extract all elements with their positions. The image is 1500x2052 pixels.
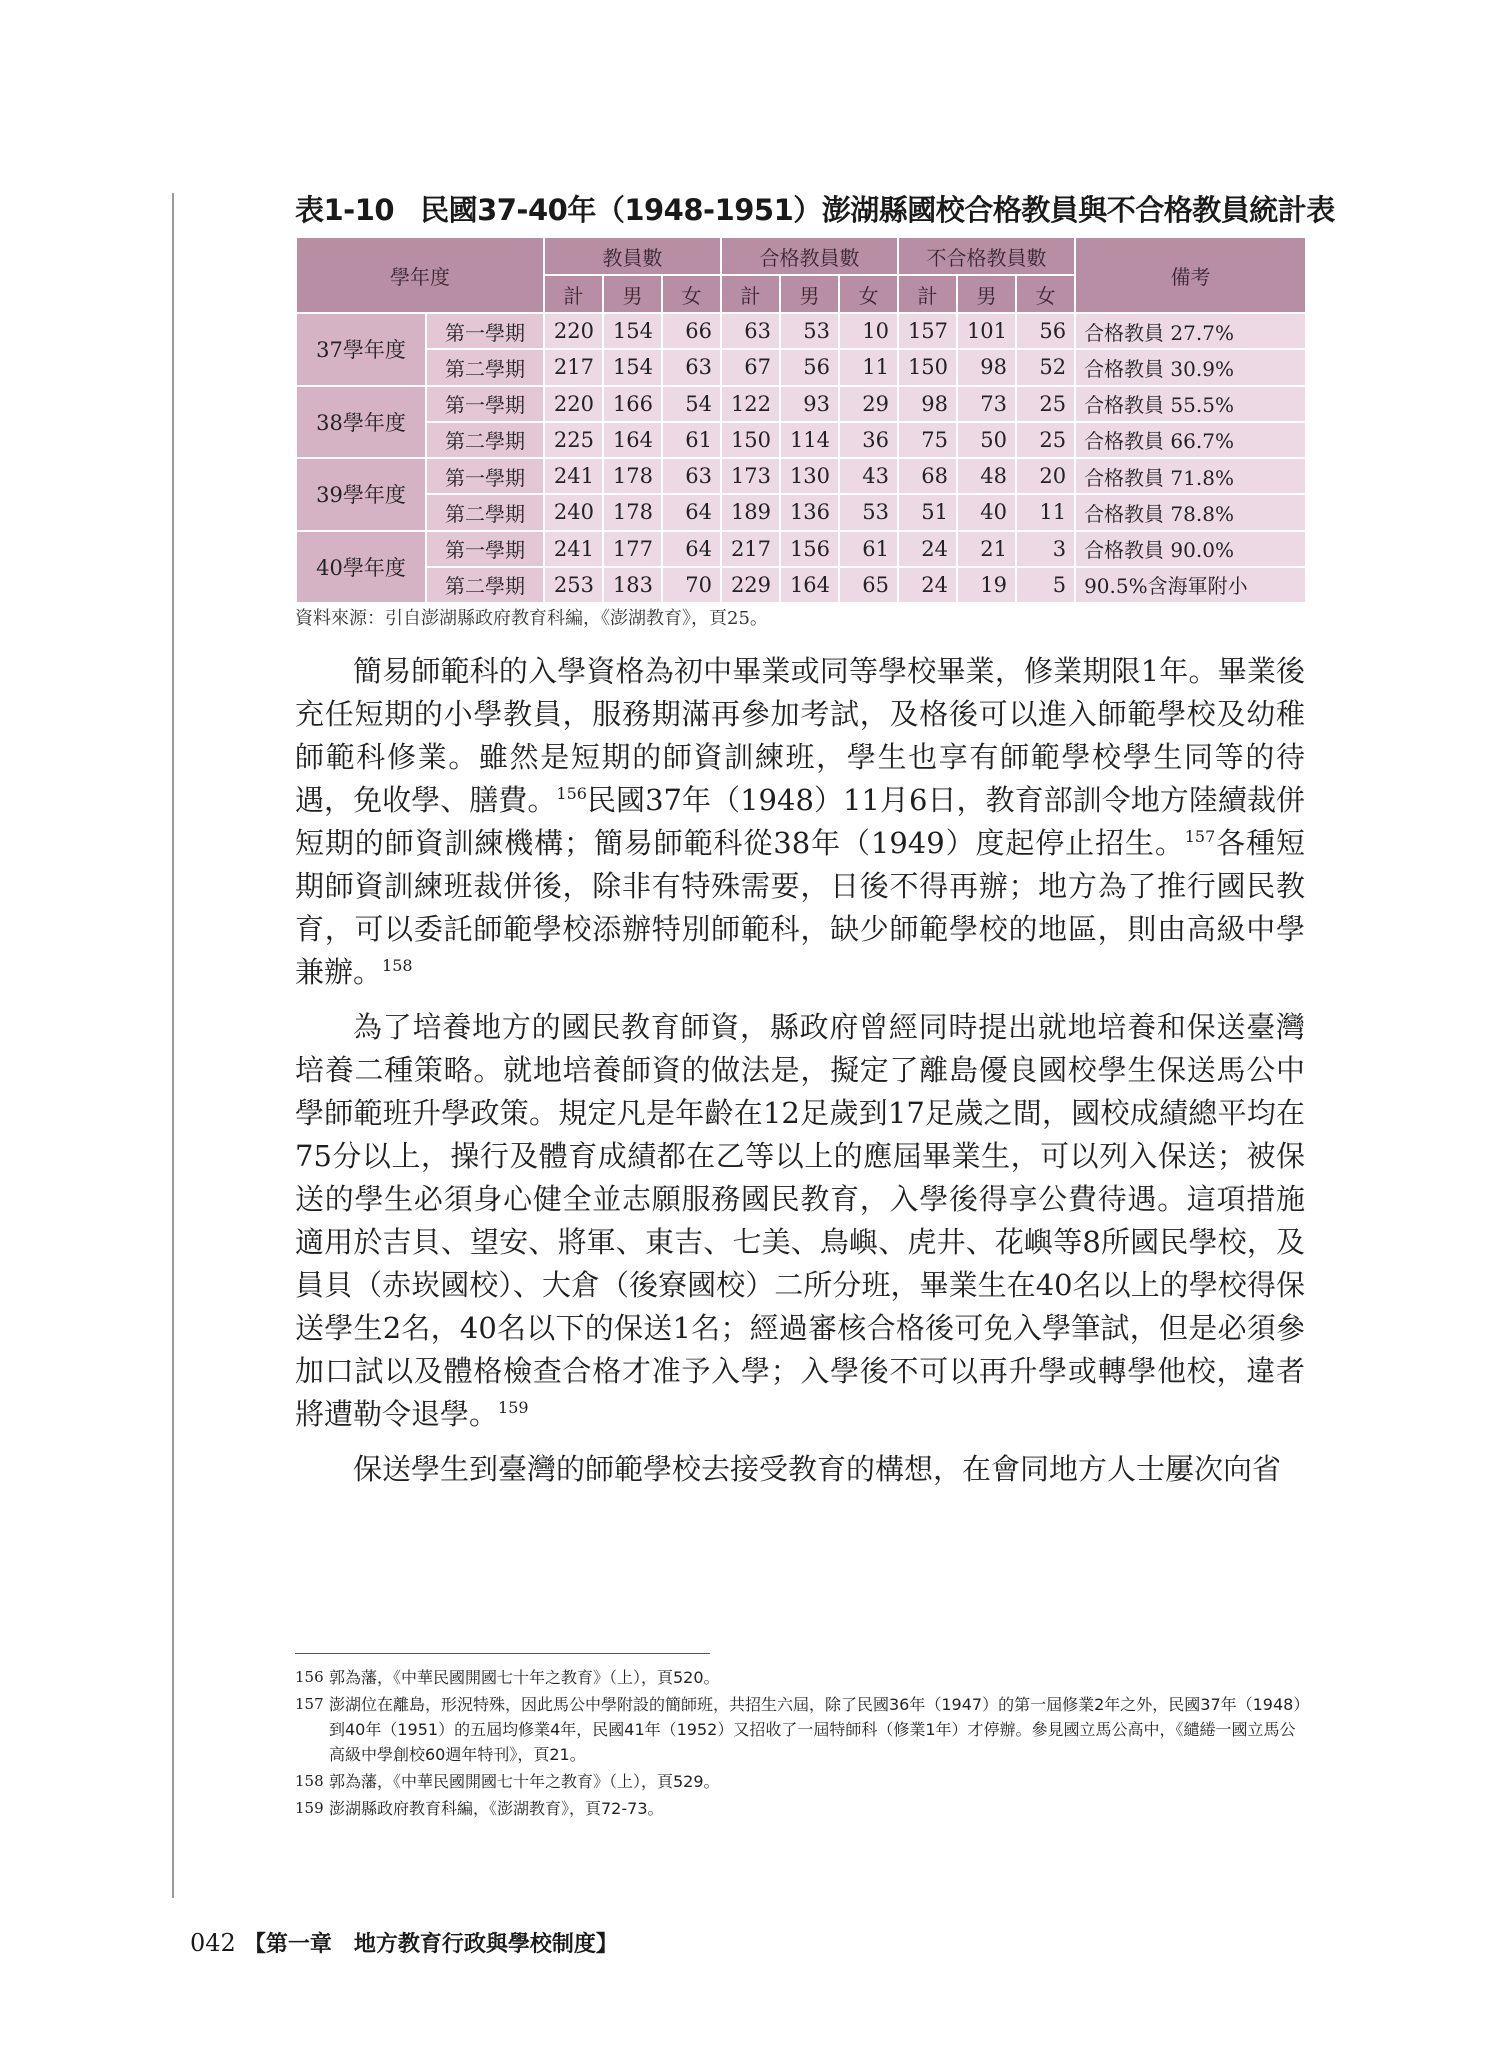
subheader: 女 — [1016, 275, 1075, 313]
value-cell: 98 — [957, 349, 1016, 385]
value-cell: 220 — [544, 386, 603, 422]
value-cell: 11 — [1016, 494, 1075, 530]
header-teachers: 教員數 — [544, 237, 721, 275]
value-cell: 29 — [839, 386, 898, 422]
value-cell: 40 — [957, 494, 1016, 530]
table-row — [296, 458, 1306, 494]
paragraph-text: 保送學生到臺灣的師範學校去接受教育的構想，在會同地方人士屢次向省 — [353, 1452, 1282, 1486]
header-qualified: 合格教員數 — [721, 237, 898, 275]
body-text — [295, 650, 1305, 1503]
value-cell: 64 — [662, 531, 721, 567]
value-cell: 63 — [662, 349, 721, 385]
footnote-ref[interactable]: 158 — [382, 956, 413, 975]
footnotes — [295, 1665, 1305, 1823]
value-cell: 217 — [544, 349, 603, 385]
footnote-text: 澎湖縣政府教育科編，《澎湖教育》，頁72-73。 — [329, 1799, 664, 1818]
year-cell: 39學年度 — [296, 458, 426, 531]
remark-cell: 90.5%含海軍附小 — [1075, 567, 1306, 603]
value-cell: 164 — [603, 422, 662, 458]
footnote-text: 郭為藩，《中華民國開國七十年之教育》（上），頁520。 — [329, 1668, 720, 1687]
value-cell: 150 — [898, 349, 957, 385]
value-cell: 25 — [1016, 386, 1075, 422]
subheader: 女 — [839, 275, 898, 313]
value-cell: 154 — [603, 349, 662, 385]
remark-cell: 合格教員 71.8% — [1075, 458, 1306, 494]
value-cell: 53 — [780, 313, 839, 349]
footnote-ref[interactable]: 156 — [556, 784, 587, 803]
value-cell: 150 — [721, 422, 780, 458]
remark-cell: 合格教員 90.0% — [1075, 531, 1306, 567]
value-cell: 183 — [603, 567, 662, 603]
value-cell: 52 — [1016, 349, 1075, 385]
remark-cell: 合格教員 30.9% — [1075, 349, 1306, 385]
value-cell: 68 — [898, 458, 957, 494]
value-cell: 63 — [721, 313, 780, 349]
value-cell: 36 — [839, 422, 898, 458]
value-cell: 114 — [780, 422, 839, 458]
table-row — [296, 313, 1306, 349]
term-cell: 第一學期 — [426, 458, 544, 494]
footnote — [295, 1796, 1305, 1821]
remark-cell: 合格教員 27.7% — [1075, 313, 1306, 349]
value-cell: 67 — [721, 349, 780, 385]
value-cell: 61 — [662, 422, 721, 458]
footnote-ref[interactable]: 159 — [498, 1398, 529, 1417]
year-cell: 40學年度 — [296, 531, 426, 604]
footnote — [295, 1692, 1305, 1767]
term-cell: 第二學期 — [426, 422, 544, 458]
footnote-divider — [295, 1653, 710, 1654]
term-cell: 第一學期 — [426, 386, 544, 422]
value-cell: 24 — [898, 531, 957, 567]
term-cell: 第一學期 — [426, 313, 544, 349]
value-cell: 54 — [662, 386, 721, 422]
value-cell: 63 — [662, 458, 721, 494]
footnote-number: 156 — [295, 1668, 324, 1686]
value-cell: 20 — [1016, 458, 1075, 494]
value-cell: 157 — [898, 313, 957, 349]
subheader: 計 — [544, 275, 603, 313]
margin-rule — [172, 193, 174, 1898]
paragraph — [295, 650, 1305, 994]
value-cell: 98 — [898, 386, 957, 422]
paragraph-text: 民國37年（1948）11月6日，教育部訓令地方陸續裁併短期的師資訓練機構；簡易師範科從38年（1949）度起停止招生。 — [295, 783, 1305, 860]
value-cell: 229 — [721, 567, 780, 603]
value-cell: 178 — [603, 494, 662, 530]
footnote-ref[interactable]: 157 — [1184, 827, 1216, 846]
page-number: 042 — [190, 1929, 236, 1957]
value-cell: 24 — [898, 567, 957, 603]
value-cell: 93 — [780, 386, 839, 422]
remark-cell: 合格教員 78.8% — [1075, 494, 1306, 530]
value-cell: 3 — [1016, 531, 1075, 567]
term-cell: 第二學期 — [426, 494, 544, 530]
value-cell: 50 — [957, 422, 1016, 458]
value-cell: 73 — [957, 386, 1016, 422]
value-cell: 164 — [780, 567, 839, 603]
value-cell: 43 — [839, 458, 898, 494]
value-cell: 65 — [839, 567, 898, 603]
table-source: 資料來源：引自澎湖縣政府教育科編，《澎湖教育》，頁25。 — [295, 608, 768, 629]
value-cell: 241 — [544, 531, 603, 567]
value-cell: 70 — [662, 567, 721, 603]
value-cell: 225 — [544, 422, 603, 458]
footnote — [295, 1665, 1305, 1690]
table-row — [296, 531, 1306, 567]
term-cell: 第二學期 — [426, 567, 544, 603]
value-cell: 56 — [1016, 313, 1075, 349]
value-cell: 51 — [898, 494, 957, 530]
paragraph — [295, 1006, 1305, 1436]
value-cell: 122 — [721, 386, 780, 422]
paragraph — [295, 1448, 1305, 1491]
table-caption: 民國37-40年（1948-1951）澎湖縣國校合格教員與不合格教員統計表 — [420, 193, 1335, 227]
value-cell: 240 — [544, 494, 603, 530]
value-cell: 10 — [839, 313, 898, 349]
value-cell: 25 — [1016, 422, 1075, 458]
value-cell: 241 — [544, 458, 603, 494]
table-number: 表1-10 — [295, 193, 395, 227]
subheader: 男 — [957, 275, 1016, 313]
value-cell: 101 — [957, 313, 1016, 349]
value-cell: 5 — [1016, 567, 1075, 603]
paragraph-text: 簡易師範科的入學資格為初中畢業或同等學校畢業，修業期限1年。畢業後充任短期的小學教員，服務期滿再參加考試，及格後可以進入師範學校及幼稚師範科修業。雖然是短期的師資訓練班，學生也享有師範學校學生同等的待遇，免收學、膳費。 — [295, 654, 1305, 817]
remark-cell: 合格教員 66.7% — [1075, 422, 1306, 458]
value-cell: 21 — [957, 531, 1016, 567]
value-cell: 53 — [839, 494, 898, 530]
value-cell: 217 — [721, 531, 780, 567]
value-cell: 56 — [780, 349, 839, 385]
value-cell: 178 — [603, 458, 662, 494]
value-cell: 19 — [957, 567, 1016, 603]
table-row — [296, 567, 1306, 603]
value-cell: 189 — [721, 494, 780, 530]
value-cell: 64 — [662, 494, 721, 530]
subheader: 男 — [780, 275, 839, 313]
footnote — [295, 1769, 1305, 1794]
header-year: 學年度 — [296, 237, 544, 313]
header-remarks: 備考 — [1075, 237, 1306, 313]
value-cell: 156 — [780, 531, 839, 567]
table-row — [296, 349, 1306, 385]
value-cell: 48 — [957, 458, 1016, 494]
value-cell: 177 — [603, 531, 662, 567]
footnote-number: 158 — [295, 1772, 324, 1790]
paragraph-text: 為了培養地方的國民教育師資，縣政府曾經同時提出就地培養和保送臺灣培養二種策略。就地培養師資的做法是，擬定了離島優良國校學生保送馬公中學師範班升學政策。規定凡是年齡在12足歲到17足歲之間，國校成績總平均在75分以上，操行及體育成績都在乙等以上的應屆畢業生，可以列入保送；被保送的學生必須身心健全並志願服務國民教育，入學後得享公費待遇。這項措施適用於吉貝、望安、將軍、東吉、七美、鳥嶼、虎井、花嶼等8所國民學校，及員貝（赤崁國校）、大倉（後寮國校）二所分班，畢業生在40名以上的學校得保送學生2名，40名以下的保送1名；經過審核合格後可免入學筆試，但是必須參加口試以及體格檢查合格才准予入學；入學後不可以再升學或轉學他校，違者將遭勒令退學。 — [295, 1010, 1305, 1431]
value-cell: 136 — [780, 494, 839, 530]
value-cell: 173 — [721, 458, 780, 494]
subheader: 男 — [603, 275, 662, 313]
footnote-number: 159 — [295, 1799, 324, 1817]
subheader: 計 — [898, 275, 957, 313]
table-title — [295, 188, 1335, 229]
statistics-table — [295, 236, 1307, 604]
value-cell: 75 — [898, 422, 957, 458]
value-cell: 11 — [839, 349, 898, 385]
header-unqualified: 不合格教員數 — [898, 237, 1075, 275]
value-cell: 154 — [603, 313, 662, 349]
subheader: 計 — [721, 275, 780, 313]
value-cell: 66 — [662, 313, 721, 349]
footnote-text: 郭為藩，《中華民國開國七十年之教育》（上），頁529。 — [329, 1772, 720, 1791]
value-cell: 166 — [603, 386, 662, 422]
table-row — [296, 422, 1306, 458]
value-cell: 130 — [780, 458, 839, 494]
paragraph-text: 各種短期師資訓練班裁併後，除非有特殊需要，日後不得再辦；地方為了推行國民教育，可以委託師範學校添辦特別師範科，缺少師範學校的地區，則由高級中學兼辦。 — [295, 826, 1305, 989]
value-cell: 220 — [544, 313, 603, 349]
chapter-title: 【第一章 地方教育行政與學校制度】 — [243, 1931, 618, 1957]
table-row — [296, 494, 1306, 530]
table-row — [296, 386, 1306, 422]
term-cell: 第一學期 — [426, 531, 544, 567]
footnote-number: 157 — [295, 1695, 324, 1713]
page-footer — [190, 1927, 618, 1958]
subheader: 女 — [662, 275, 721, 313]
value-cell: 253 — [544, 567, 603, 603]
remark-cell: 合格教員 55.5% — [1075, 386, 1306, 422]
term-cell: 第二學期 — [426, 349, 544, 385]
year-cell: 38學年度 — [296, 386, 426, 459]
footnote-text: 澎湖位在離島，形況特殊，因此馬公中學附設的簡師班，共招生六屆，除了民國36年（1947）的第一屆修業2年之外，民國37年（1948）到40年（1951）的五屆均修業4年，民國41年（1952）又招收了一屆特師科（修業1年）才停辦。參見國立馬公高中，《繾綣一國立馬公高級中學創校60週年特刊》，頁21。 — [329, 1695, 1302, 1764]
year-cell: 37學年度 — [296, 313, 426, 386]
value-cell: 61 — [839, 531, 898, 567]
